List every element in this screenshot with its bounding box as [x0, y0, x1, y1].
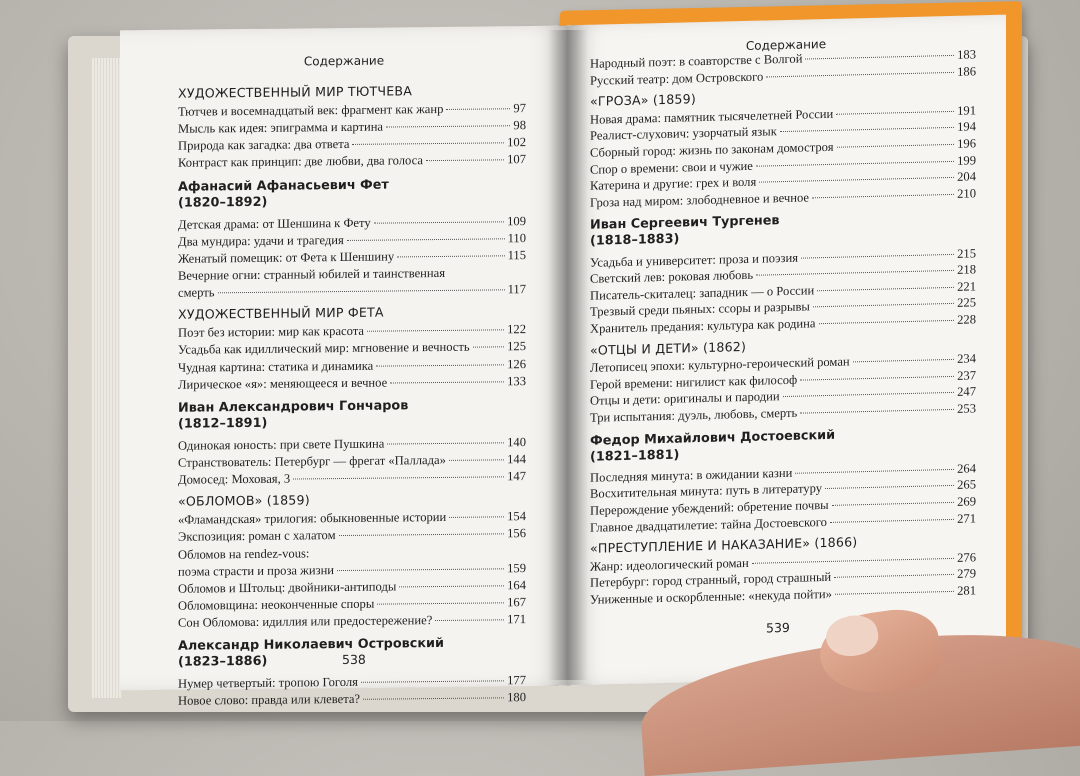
- toc-entry-page: 98: [513, 118, 526, 133]
- author-years: (1820–1892): [178, 194, 268, 211]
- toc-entry-page: 247: [957, 384, 976, 400]
- right-page-header: Содержание: [745, 37, 827, 53]
- leader-dots: [853, 359, 954, 362]
- section-title: ХУДОЖЕСТВЕННЫЙ МИР ФЕТА: [178, 304, 384, 322]
- toc-entry: [178, 357, 526, 376]
- leader-dots: [756, 160, 954, 166]
- section-title: «ГРОЗА» (1859): [590, 91, 696, 109]
- toc-entry-page: 171: [507, 611, 526, 627]
- toc-entry-title: Детская драма: от Шеншина к Фету: [178, 215, 371, 232]
- right-page-number: 539: [766, 619, 790, 636]
- toc-entry-page: 154: [507, 509, 526, 524]
- leader-dots: [399, 585, 504, 587]
- toc-entry-page: 276: [957, 550, 976, 565]
- right-page-content: [566, 15, 1006, 686]
- section-title: «ПРЕСТУПЛЕНИЕ И НАКАЗАНИЕ» (1866): [590, 534, 858, 556]
- leader-dots: [426, 160, 504, 162]
- author-name: Александр Николаевич Островский: [178, 635, 444, 654]
- leader-dots: [367, 330, 504, 332]
- leader-dots: [835, 591, 954, 595]
- toc-entry-title: Лирическое «я»: меняющееся и вечное: [178, 375, 388, 392]
- toc-entry-page: 144: [507, 452, 526, 467]
- toc-entry-title: Жанр: идеологический роман: [590, 555, 749, 574]
- toc-entry-line1: Вечерние огни: странный юбилей и таинственная: [178, 265, 446, 283]
- toc-entry-title: Катерина и другие: грех и воля: [590, 174, 757, 193]
- toc-entry-title: поэма страсти и проза жизни: [178, 562, 335, 579]
- leader-dots: [352, 143, 504, 146]
- toc-entry-title: Экспозиция: роман с халатом: [178, 528, 336, 545]
- toc-entry-page: 281: [957, 583, 976, 598]
- toc-entry-title: Петербург: город странный, город страшный: [590, 570, 832, 591]
- toc-entry: [178, 452, 526, 471]
- left-page-number: 538: [342, 651, 366, 668]
- left-page-header: Содержание: [303, 53, 385, 69]
- leader-dots: [387, 442, 504, 444]
- author-heading: [178, 636, 444, 671]
- toc-entry-title: Трезвый среди пьяных: ссоры и разрывы: [590, 299, 810, 320]
- toc-entry: [178, 578, 526, 597]
- toc-entry-page: 265: [957, 477, 976, 493]
- leader-dots: [363, 698, 504, 700]
- toc-entry-page: 177: [507, 673, 526, 688]
- toc-entry-page: 156: [507, 526, 526, 541]
- toc-entry-page: 215: [957, 245, 976, 261]
- section-title: «ОТЦЫ И ДЕТИ» (1862): [590, 338, 747, 358]
- toc-entry-title: Домосед: Моховая, 3: [178, 471, 291, 487]
- toc-entry-page: 122: [507, 322, 526, 337]
- toc-entry-title: Женатый помещик: от Фета к Шеншину: [178, 249, 395, 266]
- toc-entry-page: 125: [507, 339, 526, 354]
- author-heading: [178, 398, 408, 432]
- toc-entry-title: Отцы и дети: оригиналы и пародии: [590, 389, 780, 409]
- toc-entry: [178, 435, 526, 454]
- right-page: [566, 15, 1006, 686]
- toc-entry-page: 225: [957, 295, 976, 311]
- toc-entry-title: Реалист-слухович: узорчатый язык: [590, 124, 777, 144]
- toc-entry-page: 186: [957, 63, 976, 79]
- leader-dots: [293, 476, 504, 479]
- leader-dots: [337, 568, 504, 571]
- toc-entry: [178, 561, 526, 580]
- leader-dots: [834, 574, 954, 578]
- author-heading: [590, 214, 780, 251]
- toc-entry-page: 269: [957, 494, 976, 509]
- leader-dots: [752, 558, 954, 564]
- toc-entry-page: 109: [507, 213, 526, 228]
- toc-entry-page: 133: [507, 373, 526, 388]
- toc-entry-page: 234: [957, 351, 976, 367]
- leader-dots: [449, 459, 504, 461]
- toc-entry-title: Обломов и Штольц: двойники-антиподы: [178, 579, 397, 596]
- leader-dots: [817, 287, 954, 291]
- leader-dots: [800, 376, 954, 381]
- toc-entry-title: Природа как загадка: два ответа: [178, 137, 350, 154]
- toc-entry-line1: Обломов на rendez-vous:: [178, 545, 310, 562]
- leader-dots: [377, 602, 504, 604]
- toc-entry-title: Нумер четвертый: тропою Гоголя: [178, 675, 358, 691]
- left-page-content: [120, 26, 568, 709]
- leader-dots: [812, 194, 954, 198]
- toc-entry-title: Спор о времени: свои и чужие: [590, 158, 753, 177]
- toc-entry-page: 279: [957, 566, 976, 582]
- author-years: (1818–1883): [590, 231, 680, 250]
- toc-entry-page: 271: [957, 510, 976, 526]
- leader-dots: [449, 517, 504, 519]
- author-years: (1823–1886): [178, 653, 268, 670]
- toc-entry-page: 140: [507, 434, 526, 450]
- toc-entry: [178, 374, 526, 393]
- leader-dots: [801, 253, 954, 258]
- toc-entry-title: Последняя минута: в ожидании казни: [590, 465, 793, 485]
- toc-entry-title: Герой времени: нигилист как философ: [590, 372, 798, 392]
- toc-entry-title: Восхитительная минута: путь в литературу: [590, 481, 823, 502]
- leader-dots: [759, 177, 954, 183]
- toc-entry-page: 194: [957, 119, 976, 135]
- toc-entry-page: 253: [957, 401, 976, 416]
- toc-entry-title: смерть: [178, 285, 215, 300]
- toc-entry-title: Униженные и оскорбленные: «некуда пойти»: [590, 586, 832, 607]
- toc-entry-title: Светский лев: роковая любовь: [590, 267, 754, 286]
- leader-dots: [795, 469, 954, 474]
- toc-entry-page: 218: [957, 262, 976, 278]
- toc-entry-title: Странствователь: Петербург — фрегат «Паллада»: [178, 452, 446, 470]
- toc-entry-page: 147: [507, 469, 526, 484]
- toc-entry-page: 180: [507, 690, 526, 705]
- leader-dots: [836, 111, 954, 115]
- leader-dots: [435, 619, 504, 621]
- leader-dots: [825, 485, 954, 489]
- author-heading: [178, 177, 389, 211]
- toc-entry: [178, 118, 526, 137]
- toc-entry-page: 126: [507, 356, 526, 371]
- leader-dots: [800, 409, 954, 414]
- toc-entry-title: Контраст как принцип: две любви, два голоса: [178, 153, 423, 171]
- toc-entry-page: 210: [957, 186, 976, 201]
- toc-entry-title: Новое слово: правда или клевета?: [178, 692, 361, 709]
- leader-dots: [819, 320, 955, 324]
- author-name: Федор Михайлович Достоевский: [590, 427, 836, 449]
- toc-entry-title: Усадьба и университет: проза и поэзия: [590, 250, 799, 270]
- leader-dots: [813, 303, 954, 307]
- toc-entry-page: 107: [507, 152, 526, 167]
- toc-entry-title: Одинокая юность: при свете Пушкина: [178, 436, 385, 453]
- section-title: ХУДОЖЕСТВЕННЫЙ МИР ТЮТЧЕВА: [178, 83, 413, 101]
- toc-entry-page: 110: [507, 230, 526, 246]
- leader-dots: [376, 364, 504, 366]
- toc-entry-page: 191: [957, 103, 976, 118]
- toc-entry-page: 183: [957, 47, 976, 62]
- page-stack-edge: [92, 58, 122, 698]
- toc-entry-page: 237: [957, 368, 976, 383]
- toc-entry: [178, 248, 526, 267]
- toc-entry-title: Сон Обломова: идиллия или предостережение?: [178, 612, 433, 630]
- author-name: Афанасий Афанасьевич Фет: [178, 177, 389, 195]
- author-years: (1812–1891): [178, 415, 268, 432]
- toc-entry-page: 97: [513, 101, 526, 116]
- toc-entry: [178, 469, 526, 488]
- toc-entry-page: 204: [957, 169, 976, 185]
- leader-dots: [830, 518, 954, 522]
- toc-entry-page: 102: [507, 135, 526, 150]
- toc-entry-page: 159: [507, 560, 526, 575]
- toc-entry: [178, 339, 526, 358]
- toc-entry: [178, 282, 526, 301]
- toc-entry-page: 167: [507, 594, 526, 610]
- leader-dots: [837, 144, 955, 148]
- section-title: «ОБЛОМОВ» (1859): [178, 492, 310, 509]
- leader-dots: [397, 255, 504, 257]
- toc-entry-title: Хранитель предания: культура как родина: [590, 316, 816, 336]
- toc-entry: [178, 509, 526, 528]
- toc-entry-page: 221: [957, 279, 976, 294]
- leader-dots: [347, 238, 505, 241]
- leader-dots: [390, 381, 504, 383]
- toc-entry-title: Сборный город: жизнь по законам домостроя: [590, 139, 834, 160]
- author-name: Иван Александрович Гончаров: [178, 398, 409, 416]
- toc-entry-title: Мысль как идея: эпиграмма и картина: [178, 119, 384, 136]
- toc-entry-title: Перерождение убеждений: обретение почвы: [590, 497, 829, 518]
- toc-entry-title: Летописец эпохи: культурно-героический роман: [590, 354, 850, 375]
- toc-entry-page: 228: [957, 312, 976, 327]
- toc-entry-page: 199: [957, 152, 976, 168]
- author-years: (1821–1881): [590, 447, 680, 465]
- toc-entry-title: Народный поэт: в соавторстве с Волгой: [590, 51, 803, 71]
- toc-entry-title: Русский театр: дом Островского: [590, 69, 764, 88]
- leader-dots: [766, 71, 954, 77]
- toc-entry-page: 164: [507, 577, 526, 592]
- toc-entry-title: Гроза над миром: злободневное и вечное: [590, 190, 810, 210]
- toc-entry: [178, 101, 526, 120]
- leader-dots: [783, 392, 954, 397]
- toc-entry-title: Два мундира: удачи и трагедия: [178, 232, 344, 249]
- toc-entry-title: Усадьба как идиллический мир: мгновение и вечность: [178, 340, 470, 358]
- toc-entry: [178, 322, 526, 341]
- leader-dots: [386, 125, 510, 127]
- leader-dots: [473, 347, 504, 348]
- leader-dots: [780, 127, 954, 132]
- toc-entry-title: Поэт без истории: мир как красота: [178, 324, 365, 341]
- author-heading: [590, 427, 835, 465]
- toc-entry-page: 117: [507, 282, 526, 297]
- leader-dots: [756, 270, 954, 276]
- toc-entry-page: 115: [507, 247, 526, 263]
- left-page: [120, 26, 568, 709]
- leader-dots: [832, 502, 954, 506]
- toc-entry: [178, 526, 526, 545]
- toc-entry: [178, 231, 526, 250]
- toc-entry-title: Тютчев и восемнадцатый век: фрагмент как жанр: [178, 102, 444, 119]
- leader-dots: [446, 108, 510, 110]
- toc-entry-title: Главное двадцатилетие: тайна Достоевского: [590, 514, 827, 535]
- leader-dots: [805, 55, 954, 60]
- toc-entry: [178, 612, 526, 631]
- toc-entry: [178, 135, 526, 154]
- toc-entry: [178, 152, 526, 171]
- toc-entry: [178, 214, 526, 233]
- toc-entry-page: 196: [957, 136, 976, 151]
- toc-entry-page: 264: [957, 461, 976, 476]
- toc-entry-title: Новая драма: памятник тысячелетней России: [590, 106, 834, 127]
- leader-dots: [339, 534, 505, 537]
- toc-entry-title: Обломовщина: неоконченные споры: [178, 596, 375, 613]
- toc-entry-title: Чудная картина: статика и динамика: [178, 358, 374, 375]
- toc-entry: [178, 595, 526, 614]
- toc-entry-title: Писатель-скиталец: западник — о России: [590, 283, 815, 303]
- toc-entry-title: «Фламандская» трилогия: обыкновенные истории: [178, 510, 447, 528]
- leader-dots: [218, 289, 505, 293]
- leader-dots: [374, 221, 504, 223]
- toc-entry-title: Три испытания: дуэль, любовь, смерть: [590, 405, 798, 425]
- leader-dots: [361, 681, 504, 683]
- author-name: Иван Сергеевич Тургенев: [590, 213, 780, 234]
- spine-shadow: [548, 30, 588, 680]
